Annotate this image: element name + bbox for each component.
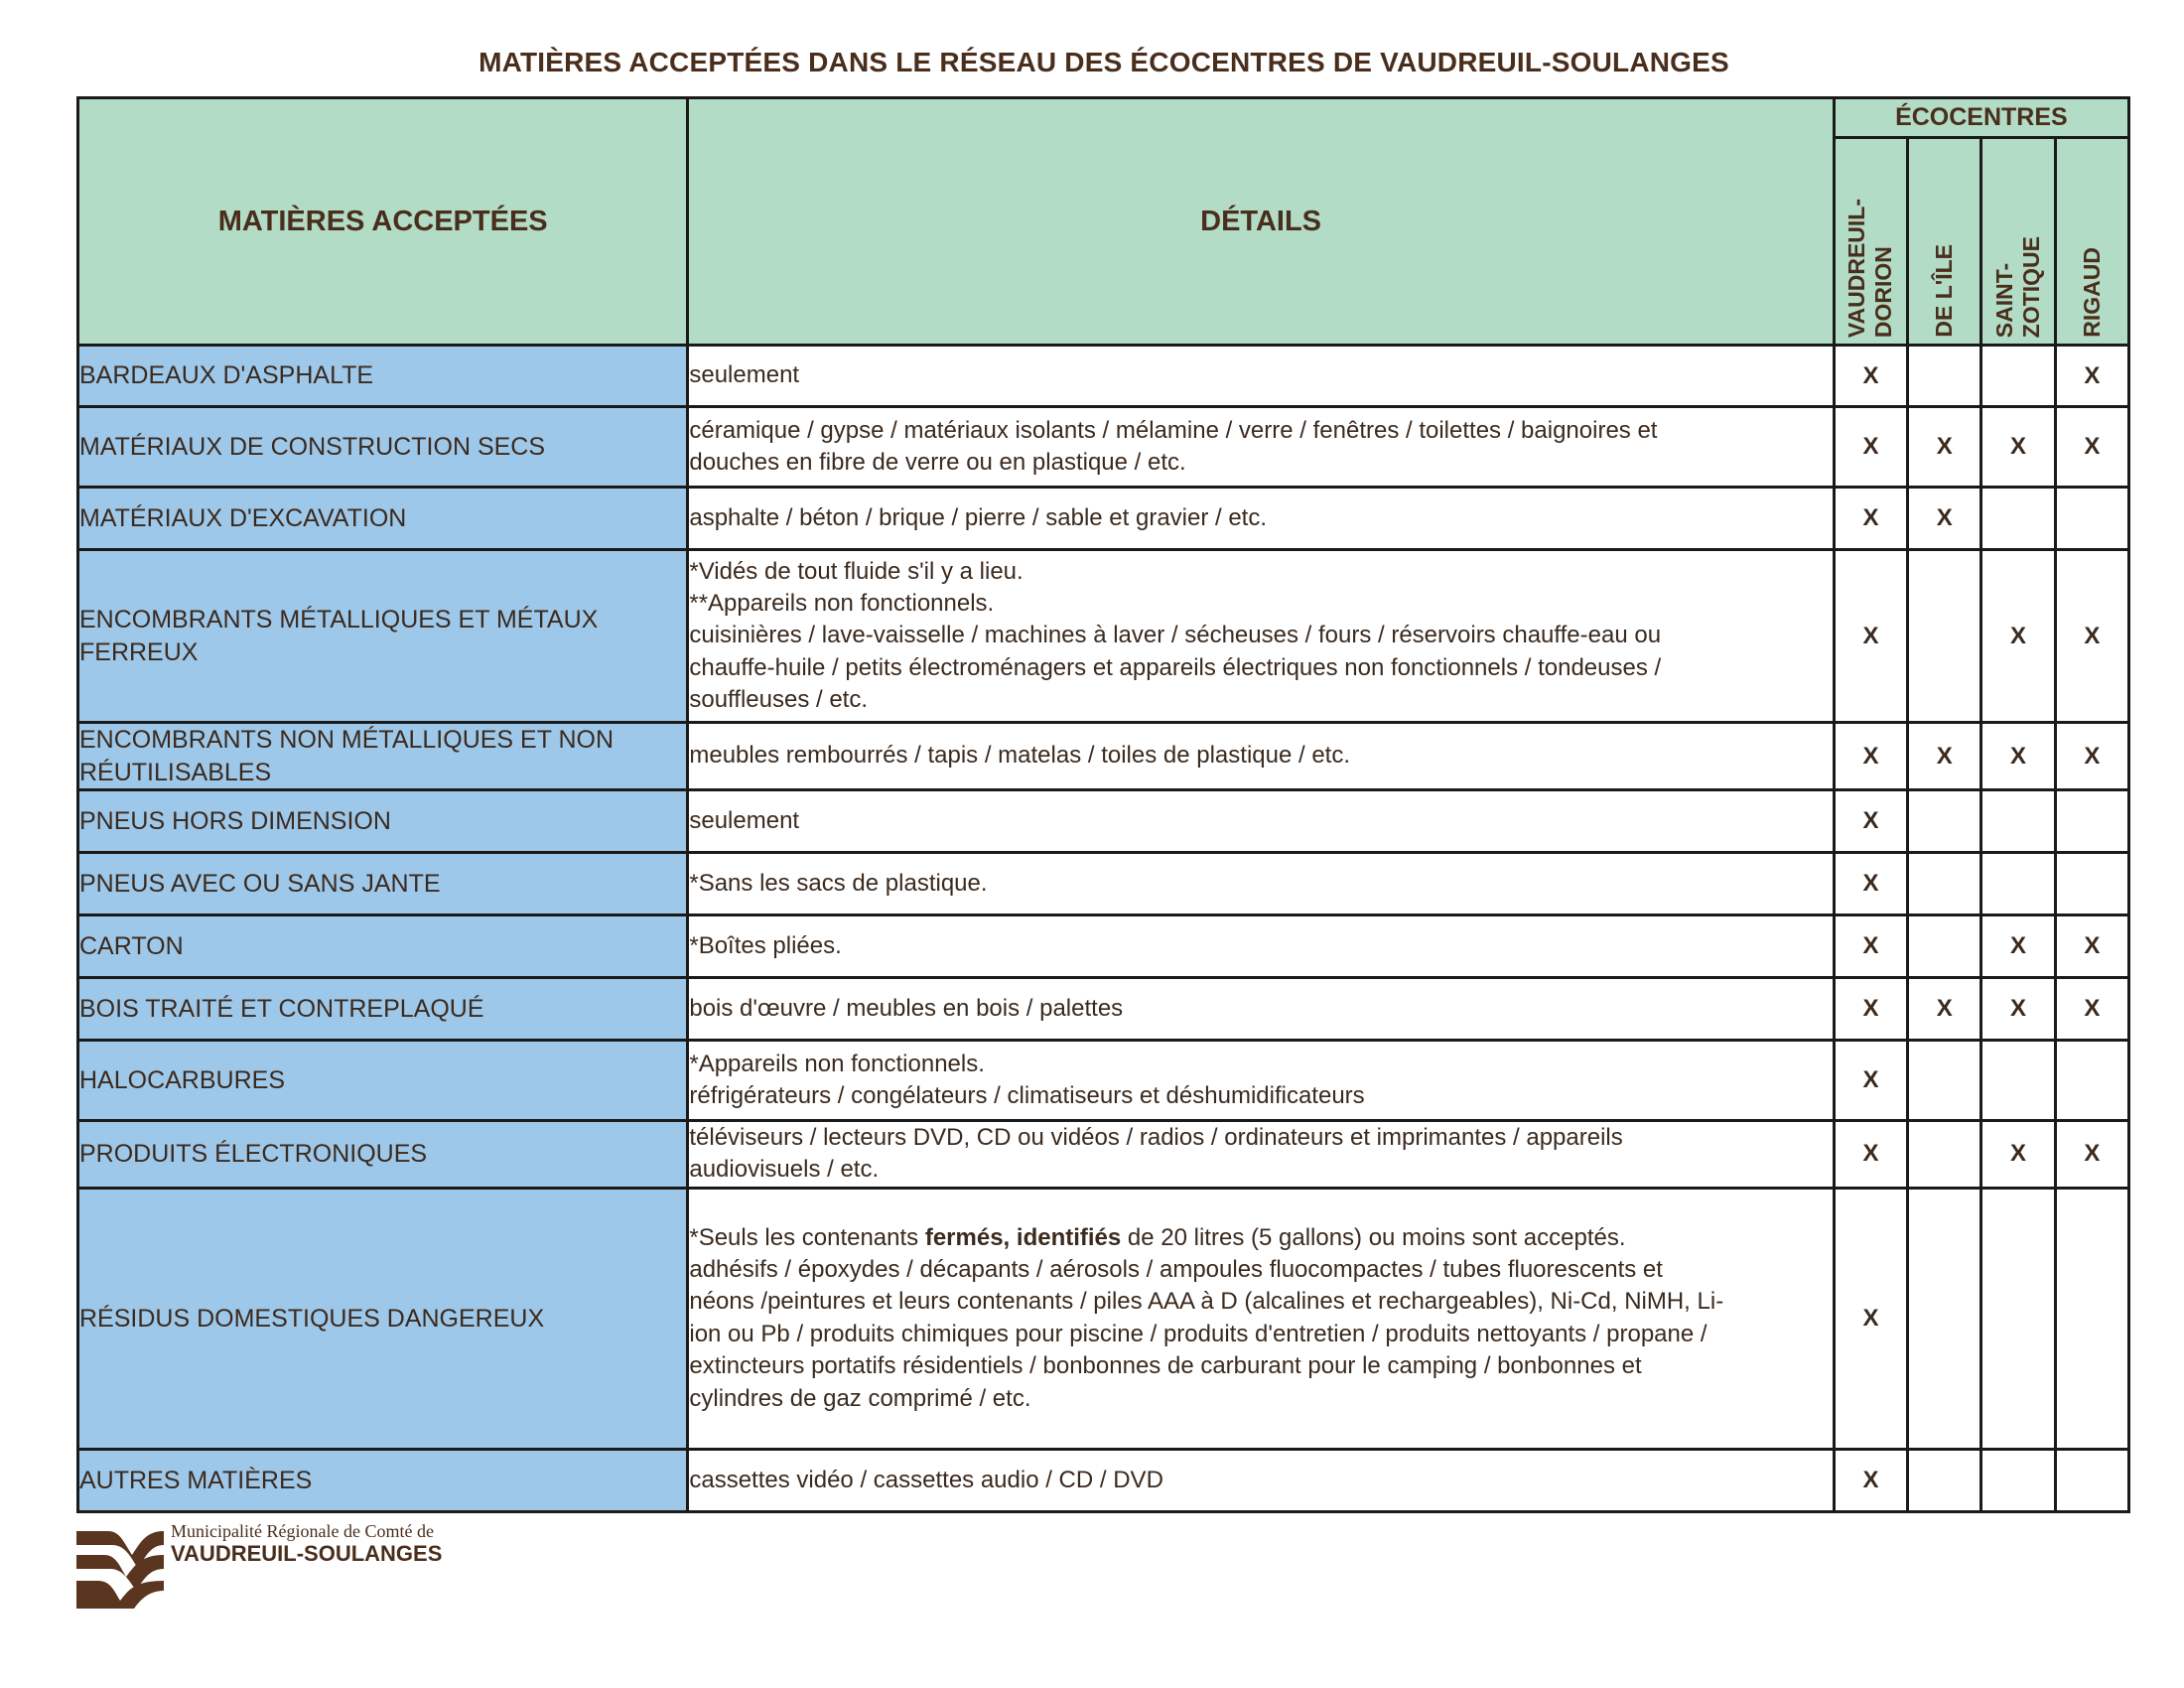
table-row [78,853,2129,915]
detail-line: extincteurs portatifs résidentiels / bonbonnes de carburant pour le camping / bonbonnes et [689,1352,1642,1380]
material-name: BARDEAUX D'ASPHALTE [78,346,688,407]
table-row [78,488,2129,550]
table-row [78,1041,2129,1121]
mrc-logo-icon [74,1525,166,1609]
accepted-cell-de-l-ile: X [1908,723,1981,790]
accepted-cell-saint-zotique: X [1981,1121,2055,1189]
accepted-cell-vaudreuil-dorion: X [1834,1188,1907,1449]
header-centre-vaudreuil-dorion [1834,138,1907,346]
accepted-cell-vaudreuil-dorion: X [1834,488,1907,550]
accepted-cell-de-l-ile [1908,1188,1981,1449]
accepted-cell-saint-zotique: X [1981,723,2055,790]
accepted-cell-saint-zotique [1981,1041,2055,1121]
material-details [688,790,1834,853]
table-row [78,1188,2129,1449]
accepted-cell-rigaud: X [2055,407,2128,488]
detail-line: cuisinières / lave-vaisselle / machines à laver / sécheuses / fours / réservoirs chauffe-eau ou [689,622,1662,649]
accepted-cell-vaudreuil-dorion: X [1834,915,1907,978]
detail-line: adhésifs / époxydes / décapants / aérosols / ampoules fluocompactes / tubes fluorescents et [689,1256,1663,1283]
centre-label: SAINT- ZOTIQUE [1990,235,2045,338]
detail-line: réfrigérateurs / congélateurs / climatiseurs et déshumidificateurs [689,1082,1365,1109]
accepted-cell-rigaud: X [2055,550,2128,723]
material-details [688,853,1834,915]
header-details: DÉTAILS [688,98,1834,346]
materials-table [76,96,2130,1513]
accepted-cell-vaudreuil-dorion: X [1834,790,1907,853]
accepted-cell-vaudreuil-dorion: X [1834,723,1907,790]
detail-line [689,1222,1832,1254]
accepted-cell-vaudreuil-dorion: X [1834,407,1907,488]
accepted-cell-saint-zotique [1981,346,2055,407]
material-details [688,1188,1834,1449]
detail-line: seulement [689,361,800,389]
material-name: PNEUS AVEC OU SANS JANTE [78,853,688,915]
material-name: HALOCARBURES [78,1041,688,1121]
accepted-cell-vaudreuil-dorion: X [1834,1041,1907,1121]
accepted-cell-de-l-ile [1908,853,1981,915]
header-centre-saint-zotique [1981,138,2055,346]
accepted-cell-rigaud: X [2055,346,2128,407]
detail-line: souffleuses / etc. [689,686,869,714]
material-name: MATÉRIAUX DE CONSTRUCTION SECS [78,407,688,488]
accepted-cell-saint-zotique: X [1981,550,2055,723]
accepted-cell-vaudreuil-dorion: X [1834,346,1907,407]
detail-line: *Appareils non fonctionnels. [689,1050,985,1077]
centre-label: RIGAUD [2078,247,2105,338]
detail-suffix: de 20 litres (5 gallons) ou moins sont acceptés. [1121,1223,1626,1251]
accepted-cell-saint-zotique [1981,853,2055,915]
material-name: CARTON [78,915,688,978]
accepted-cell-rigaud: X [2055,915,2128,978]
accepted-cell-vaudreuil-dorion: X [1834,550,1907,723]
accepted-cell-vaudreuil-dorion: X [1834,1449,1907,1511]
material-details [688,407,1834,488]
material-name: ENCOMBRANTS MÉTALLIQUES ET MÉTAUX FERREUX [78,550,688,723]
material-name: PNEUS HORS DIMENSION [78,790,688,853]
detail-line: néons /peintures et leurs contenants / piles AAA à D (alcalines et rechargeables), Ni-Cd, NiMH, Li- [689,1288,1724,1316]
detail-line: *Boîtes pliées. [689,931,842,959]
detail-line: chauffe-huile / petits électroménagers et appareils électriques non fonctionnels / tondeuses / [689,653,1662,681]
accepted-cell-de-l-ile [1908,790,1981,853]
accepted-cell-saint-zotique: X [1981,407,2055,488]
accepted-cell-vaudreuil-dorion: X [1834,1121,1907,1189]
detail-line: cassettes vidéo / cassettes audio / CD / DVD [689,1466,1163,1493]
accepted-cell-rigaud [2055,790,2128,853]
material-details [688,978,1834,1041]
detail-prefix: *Seuls les contenants [689,1223,925,1251]
accepted-cell-rigaud: X [2055,1121,2128,1189]
material-details [688,1121,1834,1189]
table-row [78,550,2129,723]
detail-line: bois d'œuvre / meubles en bois / palettes [689,994,1124,1022]
material-details [688,346,1834,407]
detail-line: meubles rembourrés / tapis / matelas / toiles de plastique / etc. [689,742,1351,770]
material-name: AUTRES MATIÈRES [78,1449,688,1511]
table-row [78,723,2129,790]
logo-line-2: VAUDREUIL-SOULANGES [171,1541,443,1566]
logo-line-1: Municipalité Régionale de Comté de [171,1521,434,1541]
header-ecocentres: ÉCOCENTRES [1834,98,2128,138]
accepted-cell-rigaud [2055,1188,2128,1449]
detail-line: céramique / gypse / matériaux isolants / mélamine / verre / fenêtres / toilettes / baignoires et [689,416,1658,444]
accepted-cell-rigaud [2055,1041,2128,1121]
detail-line: *Sans les sacs de plastique. [689,869,988,897]
accepted-cell-de-l-ile: X [1908,407,1981,488]
accepted-cell-saint-zotique [1981,488,2055,550]
table-row [78,915,2129,978]
table-row [78,790,2129,853]
material-details [688,723,1834,790]
table-row [78,1121,2129,1189]
accepted-cell-rigaud [2055,488,2128,550]
material-name: BOIS TRAITÉ ET CONTREPLAQUÉ [78,978,688,1041]
accepted-cell-saint-zotique [1981,790,2055,853]
accepted-cell-de-l-ile [1908,550,1981,723]
accepted-cell-saint-zotique: X [1981,915,2055,978]
detail-line: ion ou Pb / produits chimiques pour piscine / produits d'entretien / produits nettoyants / propane / [689,1320,1707,1347]
accepted-cell-de-l-ile [1908,1041,1981,1121]
table-row [78,346,2129,407]
detail-line: téléviseurs / lecteurs DVD, CD ou vidéos / radios / ordinateurs et imprimantes / appareils [689,1124,1623,1151]
detail-line: cylindres de gaz comprimé / etc. [689,1384,1031,1412]
material-details [688,1449,1834,1511]
detail-line: asphalte / béton / brique / pierre / sable et gravier / etc. [689,503,1268,531]
accepted-cell-de-l-ile [1908,915,1981,978]
material-name: PRODUITS ÉLECTRONIQUES [78,1121,688,1189]
header-centre-de-l-ile [1908,138,1981,346]
material-name: MATÉRIAUX D'EXCAVATION [78,488,688,550]
accepted-cell-de-l-ile [1908,1121,1981,1189]
accepted-cell-saint-zotique [1981,1449,2055,1511]
accepted-cell-rigaud [2055,1449,2128,1511]
accepted-cell-de-l-ile: X [1908,978,1981,1041]
accepted-cell-de-l-ile [1908,346,1981,407]
detail-bold: fermés, identifiés [924,1223,1122,1251]
accepted-cell-saint-zotique [1981,1188,2055,1449]
detail-line: douches en fibre de verre ou en plastique / etc. [689,449,1186,476]
accepted-cell-vaudreuil-dorion: X [1834,853,1907,915]
detail-line: audiovisuels / etc. [689,1156,880,1184]
accepted-cell-rigaud: X [2055,723,2128,790]
header-centre-rigaud [2055,138,2128,346]
material-name: RÉSIDUS DOMESTIQUES DANGEREUX [78,1188,688,1449]
accepted-cell-de-l-ile: X [1908,488,1981,550]
accepted-cell-saint-zotique: X [1981,978,2055,1041]
table-row [78,1449,2129,1511]
table-row [78,407,2129,488]
accepted-cell-de-l-ile [1908,1449,1981,1511]
material-details [688,1041,1834,1121]
centre-label: DE L'ÎLE [1931,244,1958,338]
accepted-cell-rigaud [2055,853,2128,915]
detail-line: seulement [689,806,800,834]
mrc-logo [74,1521,491,1609]
page-title: MATIÈRES ACCEPTÉES DANS LE RÉSEAU DES ÉCOCENTRES DE VAUDREUIL-SOULANGES [478,47,1729,77]
centre-label: VAUDREUIL- DORION [1843,198,1897,338]
accepted-cell-vaudreuil-dorion: X [1834,978,1907,1041]
material-name: ENCOMBRANTS NON MÉTALLIQUES ET NON RÉUTILISABLES [78,723,688,790]
accepted-cell-rigaud: X [2055,978,2128,1041]
material-details [688,550,1834,723]
header-materials: MATIÈRES ACCEPTÉES [78,98,688,346]
detail-line: **Appareils non fonctionnels. [689,589,995,617]
material-details [688,488,1834,550]
material-details [688,915,1834,978]
table-row [78,978,2129,1041]
detail-line: *Vidés de tout fluide s'il y a lieu. [689,557,1024,585]
